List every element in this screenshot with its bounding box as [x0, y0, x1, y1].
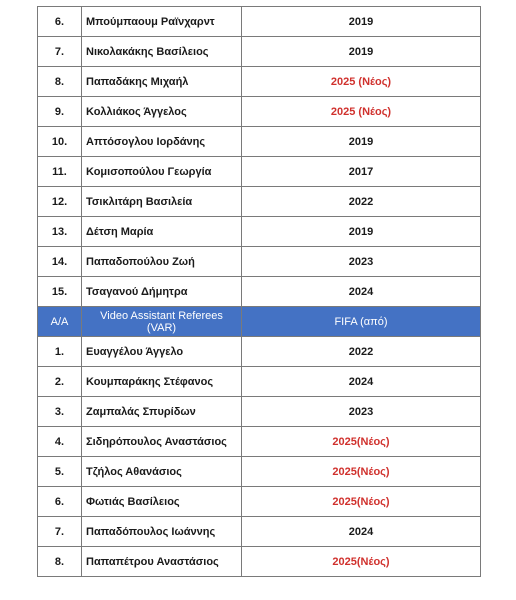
- row-number: 10.: [38, 127, 82, 157]
- referee-name: Μπούμπαουμ Ραϊνχαρντ: [82, 7, 242, 37]
- table-row: [38, 367, 481, 397]
- row-number: 1.: [38, 337, 82, 367]
- referee-name: Παπαδάκης Μιχαήλ: [82, 67, 242, 97]
- table-row: [38, 517, 481, 547]
- referee-name: Σιδηρόπουλος Αναστάσιος: [82, 427, 242, 457]
- referee-name: Τσαγανού Δήμητρα: [82, 277, 242, 307]
- referees-table-body: [38, 7, 481, 307]
- table-row: [38, 457, 481, 487]
- fifa-year: 2022: [242, 187, 481, 217]
- row-number: 7.: [38, 517, 82, 547]
- fifa-year: 2025 (Νέος): [242, 97, 481, 127]
- var-section-header: [38, 307, 481, 337]
- referee-name: Νικολακάκης Βασίλειος: [82, 37, 242, 67]
- row-number: 5.: [38, 457, 82, 487]
- table-row: [38, 67, 481, 97]
- var-table-body: [38, 337, 481, 577]
- fifa-year: 2019: [242, 127, 481, 157]
- row-number: 13.: [38, 217, 82, 247]
- fifa-year: 2023: [242, 397, 481, 427]
- row-number: 11.: [38, 157, 82, 187]
- fifa-year: 2025(Νέος): [242, 427, 481, 457]
- row-number: 6.: [38, 7, 82, 37]
- table-row: [38, 247, 481, 277]
- row-number: 7.: [38, 37, 82, 67]
- row-number: 4.: [38, 427, 82, 457]
- row-number: 14.: [38, 247, 82, 277]
- row-number: 8.: [38, 67, 82, 97]
- row-number: 6.: [38, 487, 82, 517]
- fifa-year: 2022: [242, 337, 481, 367]
- referee-name: Κουμπαράκης Στέφανος: [82, 367, 242, 397]
- var-header-fifa: FIFA (από): [242, 307, 481, 337]
- fifa-year: 2025 (Νέος): [242, 67, 481, 97]
- row-number: 3.: [38, 397, 82, 427]
- table-row: [38, 337, 481, 367]
- referee-name: Παπαδόπουλος Ιωάννης: [82, 517, 242, 547]
- referee-name: Ζαμπαλάς Σπυρίδων: [82, 397, 242, 427]
- referee-name: Ευαγγέλου Άγγελο: [82, 337, 242, 367]
- table-row: [38, 487, 481, 517]
- row-number: 2.: [38, 367, 82, 397]
- table-row: [38, 127, 481, 157]
- var-header-title-line1: Video Assistant Referees: [100, 309, 223, 322]
- fifa-year: 2025(Νέος): [242, 457, 481, 487]
- referees-table: [37, 6, 481, 577]
- fifa-year: 2024: [242, 277, 481, 307]
- table-row: [38, 97, 481, 127]
- referee-name: Φωτιάς Βασίλειος: [82, 487, 242, 517]
- fifa-year: 2017: [242, 157, 481, 187]
- fifa-year: 2025(Νέος): [242, 487, 481, 517]
- var-header-title: [82, 307, 242, 337]
- fifa-year: 2025(Νέος): [242, 547, 481, 577]
- table-row: [38, 187, 481, 217]
- row-number: 8.: [38, 547, 82, 577]
- referee-name: Παπαπέτρου Αναστάσιος: [82, 547, 242, 577]
- table-row: [38, 7, 481, 37]
- table-row: [38, 547, 481, 577]
- fifa-year: 2024: [242, 517, 481, 547]
- table-row: [38, 217, 481, 247]
- referee-name: Απτόσογλου Ιορδάνης: [82, 127, 242, 157]
- table-row: [38, 427, 481, 457]
- referee-name: Τζήλος Αθανάσιος: [82, 457, 242, 487]
- referee-name: Δέτση Μαρία: [82, 217, 242, 247]
- var-header-title-line2: (VAR): [146, 321, 177, 334]
- referee-name: Κομισοπούλου Γεωργία: [82, 157, 242, 187]
- row-number: 15.: [38, 277, 82, 307]
- fifa-year: 2019: [242, 7, 481, 37]
- referee-name: Κολλιάκος Άγγελος: [82, 97, 242, 127]
- fifa-year: 2019: [242, 217, 481, 247]
- table-row: [38, 277, 481, 307]
- var-header-row: [38, 307, 481, 337]
- var-header-number: Α/Α: [38, 307, 82, 337]
- referee-name: Τσικλιτάρη Βασιλεία: [82, 187, 242, 217]
- row-number: 9.: [38, 97, 82, 127]
- table-row: [38, 37, 481, 67]
- table-row: [38, 397, 481, 427]
- fifa-year: 2019: [242, 37, 481, 67]
- table-row: [38, 157, 481, 187]
- row-number: 12.: [38, 187, 82, 217]
- referee-name: Παπαδοπούλου Ζωή: [82, 247, 242, 277]
- fifa-year: 2024: [242, 367, 481, 397]
- fifa-year: 2023: [242, 247, 481, 277]
